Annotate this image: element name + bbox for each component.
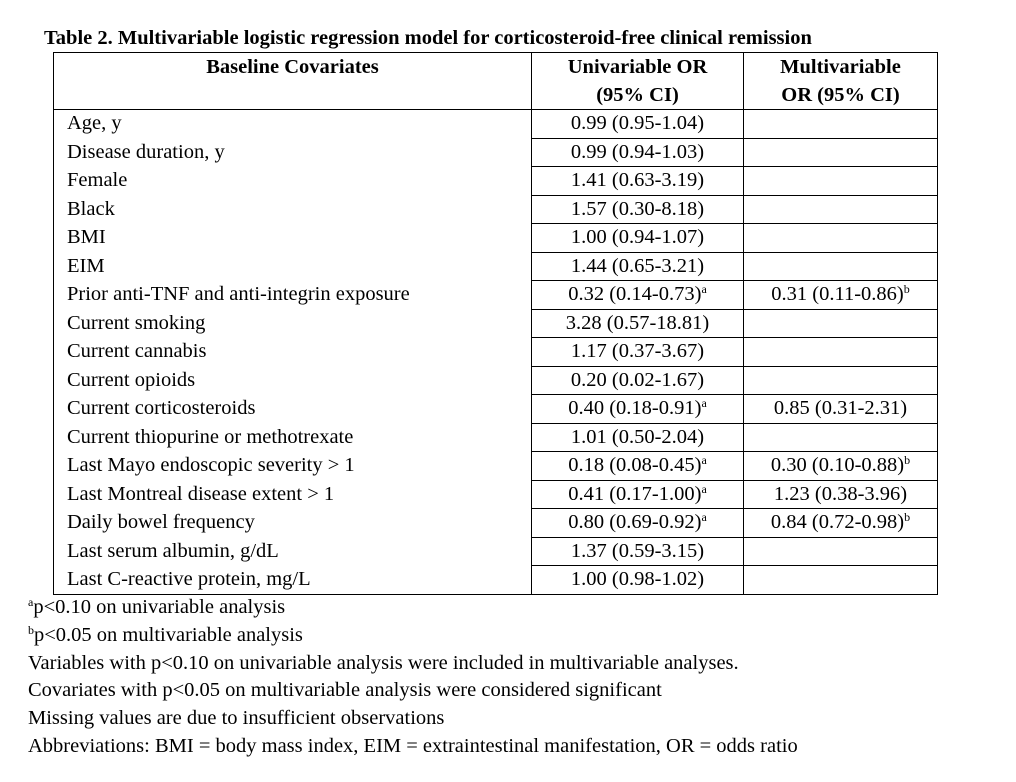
multivariable-or-cell	[744, 395, 938, 424]
univariable-or-cell	[532, 138, 744, 167]
footnote-marker: b	[903, 282, 910, 296]
univariable-or-cell	[532, 167, 744, 196]
univariable-or-cell-value: 1.00 (0.98-1.02)	[570, 568, 705, 590]
covariate-cell: Last C-reactive protein, mg/L	[54, 566, 532, 595]
table-body	[54, 110, 938, 595]
multivariable-or-cell-value: 0.84 (0.72-0.98)	[770, 511, 905, 533]
footnote-text: Covariates with p<0.05 on multivariable analysis were considered significant	[28, 679, 662, 702]
multivariable-or-cell	[744, 480, 938, 509]
header-multivariable-line1: Multivariable	[780, 56, 901, 78]
multivariable-or-cell	[744, 110, 938, 139]
univariable-or-cell-value: 0.99 (0.95-1.04)	[570, 112, 705, 134]
univariable-or-cell-value: 0.99 (0.94-1.03)	[570, 140, 705, 163]
table-row	[54, 138, 938, 167]
multivariable-or-cell-value: 0.30 (0.10-0.88)	[770, 454, 905, 476]
multivariable-or-cell	[744, 224, 938, 253]
header-multivariable	[744, 53, 938, 110]
covariate-cell: Current thiopurine or methotrexate	[54, 423, 532, 452]
univariable-or-cell	[532, 537, 744, 566]
multivariable-or-cell	[744, 423, 938, 452]
univariable-or-cell-value: 3.28 (0.57-18.81)	[565, 311, 710, 334]
univariable-or-cell	[532, 423, 744, 452]
univariable-or-cell-value: 1.41 (0.63-3.19)	[570, 169, 705, 191]
covariate-cell: Current smoking	[54, 309, 532, 338]
footnote-marker: a	[701, 510, 707, 524]
univariable-or-cell-value: 0.18 (0.08-0.45)	[568, 454, 702, 476]
header-univariable-line1: Univariable OR	[567, 56, 708, 78]
covariate-cell: Current corticosteroids	[54, 395, 532, 424]
univariable-or-cell	[532, 395, 744, 424]
univariable-or-cell-value: 0.20 (0.02-1.67)	[570, 368, 705, 391]
univariable-or-cell-value: 1.17 (0.37-3.67)	[570, 340, 705, 362]
table-row	[54, 566, 938, 595]
footnote-marker: b	[28, 622, 34, 637]
univariable-or-cell	[532, 224, 744, 253]
table-row	[54, 480, 938, 509]
univariable-or-cell	[532, 309, 744, 338]
footnote-marker: a	[28, 595, 34, 609]
header-multivariable-line2: OR (95% CI)	[781, 84, 900, 106]
covariate-cell: Daily bowel frequency	[54, 509, 532, 538]
table-row	[54, 195, 938, 224]
univariable-or-cell	[532, 480, 744, 509]
covariate-cell: Current cannabis	[54, 338, 532, 367]
univariable-or-cell-value: 0.40 (0.18-0.91)	[568, 397, 702, 419]
footnote-marker: a	[701, 396, 707, 410]
covariate-cell: BMI	[54, 224, 532, 253]
table-row	[54, 252, 938, 281]
univariable-or-cell-value: 1.44 (0.65-3.21)	[570, 254, 705, 277]
footnote-line	[28, 622, 798, 650]
multivariable-or-cell-value: 0.85 (0.31-2.31)	[773, 397, 908, 419]
multivariable-or-cell	[744, 452, 938, 481]
footnote-line	[28, 677, 798, 705]
univariable-or-cell-value: 0.41 (0.17-1.00)	[568, 482, 702, 505]
footnote-marker: a	[701, 282, 707, 296]
univariable-or-cell	[532, 509, 744, 538]
covariate-cell: Last Montreal disease extent > 1	[54, 480, 532, 509]
table-row	[54, 452, 938, 481]
univariable-or-cell	[532, 195, 744, 224]
univariable-or-cell-value: 0.32 (0.14-0.73)	[568, 283, 702, 305]
table-row	[54, 309, 938, 338]
univariable-or-cell	[532, 366, 744, 395]
table-row	[54, 281, 938, 310]
table-row	[54, 167, 938, 196]
regression-table	[53, 52, 938, 595]
multivariable-or-cell	[744, 195, 938, 224]
multivariable-or-cell	[744, 338, 938, 367]
multivariable-or-cell	[744, 537, 938, 566]
table-row	[54, 338, 938, 367]
footnote-text: Variables with p<0.10 on univariable analysis were included in multivariable analyses.	[28, 651, 739, 674]
footnote-text: p<0.10 on univariable analysis	[33, 596, 286, 618]
footnote-line	[28, 594, 798, 622]
multivariable-or-cell	[744, 566, 938, 595]
footnote-text: p<0.05 on multivariable analysis	[34, 623, 303, 646]
univariable-or-cell-value: 0.80 (0.69-0.92)	[568, 511, 702, 533]
footnotes	[28, 594, 798, 761]
header-univariable-line2: (95% CI)	[596, 84, 679, 106]
univariable-or-cell	[532, 281, 744, 310]
univariable-or-cell	[532, 338, 744, 367]
footnote-marker: a	[701, 453, 707, 467]
univariable-or-cell	[532, 110, 744, 139]
univariable-or-cell-value: 1.00 (0.94-1.07)	[570, 226, 705, 248]
multivariable-or-cell	[744, 366, 938, 395]
covariate-cell: Current opioids	[54, 366, 532, 395]
footnote-marker: b	[904, 510, 911, 524]
univariable-or-cell	[532, 566, 744, 595]
footnote-line	[28, 705, 798, 733]
footnote-text: Abbreviations: BMI = body mass index, EIM = extraintestinal manifestation, OR = odds ratio	[28, 734, 798, 757]
covariate-cell: Last Mayo endoscopic severity > 1	[54, 452, 532, 481]
footnote-marker: a	[701, 481, 707, 496]
header-covariates: Baseline Covariates	[54, 53, 532, 110]
covariate-cell: Disease duration, y	[54, 138, 532, 167]
footnote-marker: b	[904, 453, 911, 467]
table-row	[54, 395, 938, 424]
table-row	[54, 110, 938, 139]
univariable-or-cell-value: 1.57 (0.30-8.18)	[570, 197, 705, 220]
multivariable-or-cell-value: 1.23 (0.38-3.96)	[773, 482, 908, 505]
table-row	[54, 366, 938, 395]
table-row	[54, 509, 938, 538]
table-title: Table 2. Multivariable logistic regression model for corticosteroid-free clinical remission	[44, 27, 812, 49]
covariate-cell: Black	[54, 195, 532, 224]
footnote-line	[28, 733, 798, 761]
table-row	[54, 537, 938, 566]
multivariable-or-cell	[744, 138, 938, 167]
univariable-or-cell	[532, 252, 744, 281]
header-univariable	[532, 53, 744, 110]
multivariable-or-cell	[744, 167, 938, 196]
multivariable-or-cell	[744, 309, 938, 338]
covariate-cell: Female	[54, 167, 532, 196]
table-row	[54, 224, 938, 253]
univariable-or-cell-value: 1.01 (0.50-2.04)	[570, 425, 705, 448]
univariable-or-cell-value: 1.37 (0.59-3.15)	[570, 539, 705, 562]
footnote-text: Missing values are due to insufficient observations	[28, 707, 445, 730]
footnote-line	[28, 650, 798, 678]
covariate-cell: Prior anti-TNF and anti-integrin exposure	[54, 281, 532, 310]
covariate-cell: EIM	[54, 252, 532, 281]
multivariable-or-cell	[744, 281, 938, 310]
table-row	[54, 423, 938, 452]
multivariable-or-cell	[744, 252, 938, 281]
univariable-or-cell	[532, 452, 744, 481]
multivariable-or-cell	[744, 509, 938, 538]
covariate-cell: Age, y	[54, 110, 532, 139]
header-row	[54, 53, 938, 110]
multivariable-or-cell-value: 0.31 (0.11-0.86)	[771, 283, 904, 305]
covariate-cell: Last serum albumin, g/dL	[54, 537, 532, 566]
